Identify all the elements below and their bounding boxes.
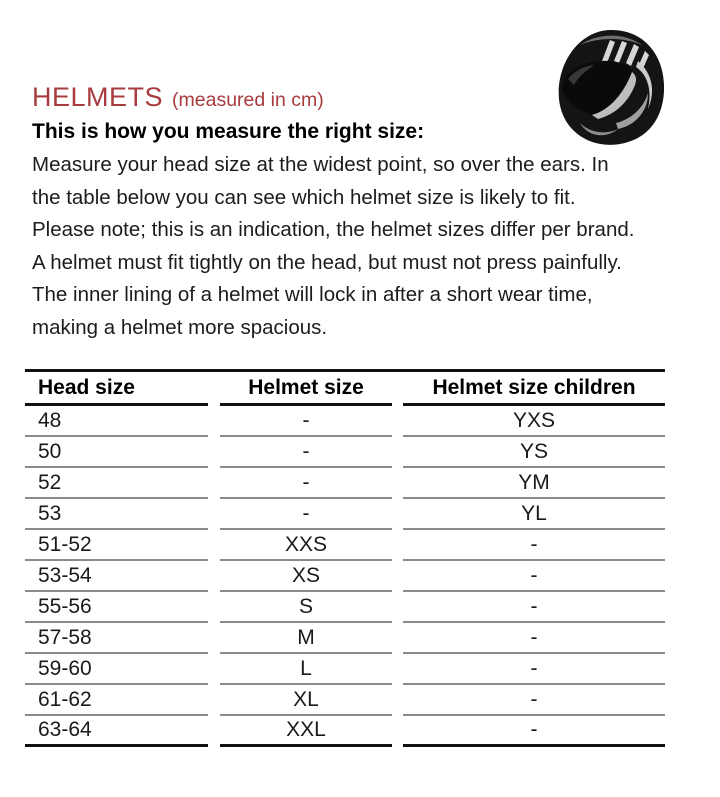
cell-head-size: 55-56	[25, 592, 208, 623]
paragraph-line: Please note; this is an indication, the helmet sizes differ per brand.	[32, 218, 635, 241]
column-header-helmet-size: Helmet size	[220, 372, 392, 406]
table-row	[25, 468, 665, 499]
cell-head-size: 48	[25, 406, 208, 437]
cell-helmet-size-children: -	[403, 716, 665, 747]
cell-head-size: 59-60	[25, 654, 208, 685]
table-header-row	[25, 372, 665, 406]
column-header-helmet-size-children: Helmet size children	[403, 372, 665, 406]
table-row	[25, 499, 665, 530]
intro-paragraph	[32, 149, 634, 344]
cell-helmet-size-children: -	[403, 530, 665, 561]
cell-helmet-size: S	[220, 592, 392, 623]
table-row	[25, 716, 665, 747]
page-title: HELMETS	[32, 82, 164, 112]
column-header-head-size: Head size	[25, 372, 208, 406]
cell-helmet-size-children: -	[403, 623, 665, 654]
table-row	[25, 592, 665, 623]
table-row	[25, 406, 665, 437]
size-table	[25, 369, 665, 747]
cell-head-size: 53-54	[25, 561, 208, 592]
cell-helmet-size: -	[220, 468, 392, 499]
cell-helmet-size: -	[220, 499, 392, 530]
paragraph-line: The inner lining of a helmet will lock in after a short wear time,	[32, 283, 593, 306]
cell-head-size: 51-52	[25, 530, 208, 561]
cell-helmet-size: L	[220, 654, 392, 685]
title-line	[32, 82, 634, 113]
helmet-image	[552, 27, 670, 149]
table-row	[25, 561, 665, 592]
cell-head-size: 63-64	[25, 716, 208, 747]
cell-helmet-size: XXS	[220, 530, 392, 561]
table-row	[25, 654, 665, 685]
cell-head-size: 53	[25, 499, 208, 530]
page-header	[32, 82, 634, 344]
table-row	[25, 530, 665, 561]
cell-helmet-size-children: -	[403, 654, 665, 685]
table-row	[25, 685, 665, 716]
cell-helmet-size-children: YL	[403, 499, 665, 530]
cell-helmet-size-children: YS	[403, 437, 665, 468]
table-row	[25, 437, 665, 468]
cell-helmet-size-children: -	[403, 685, 665, 716]
cell-helmet-size: XXL	[220, 716, 392, 747]
cell-helmet-size: -	[220, 406, 392, 437]
full-face-helmet-icon	[552, 27, 670, 149]
cell-helmet-size: XS	[220, 561, 392, 592]
cell-head-size: 50	[25, 437, 208, 468]
cell-helmet-size-children: YM	[403, 468, 665, 499]
cell-helmet-size: XL	[220, 685, 392, 716]
page-title-unit-note: (measured in cm)	[172, 89, 324, 111]
paragraph-line: the table below you can see which helmet size is likely to fit.	[32, 185, 576, 209]
cell-helmet-size: M	[220, 623, 392, 654]
cell-head-size: 57-58	[25, 623, 208, 654]
table-body	[25, 406, 665, 747]
paragraph-line: A helmet must fit tightly on the head, but must not press painfully.	[32, 250, 622, 274]
cell-head-size: 61-62	[25, 685, 208, 716]
cell-head-size: 52	[25, 468, 208, 499]
cell-helmet-size: -	[220, 437, 392, 468]
table-row	[25, 623, 665, 654]
paragraph-line: Measure your head size at the widest point, so over the ears. In	[32, 153, 609, 176]
section-heading: This is how you measure the right size:	[32, 120, 425, 143]
cell-helmet-size-children: -	[403, 592, 665, 623]
cell-helmet-size-children: YXS	[403, 406, 665, 437]
cell-helmet-size-children: -	[403, 561, 665, 592]
paragraph-line: making a helmet more spacious.	[32, 315, 328, 339]
